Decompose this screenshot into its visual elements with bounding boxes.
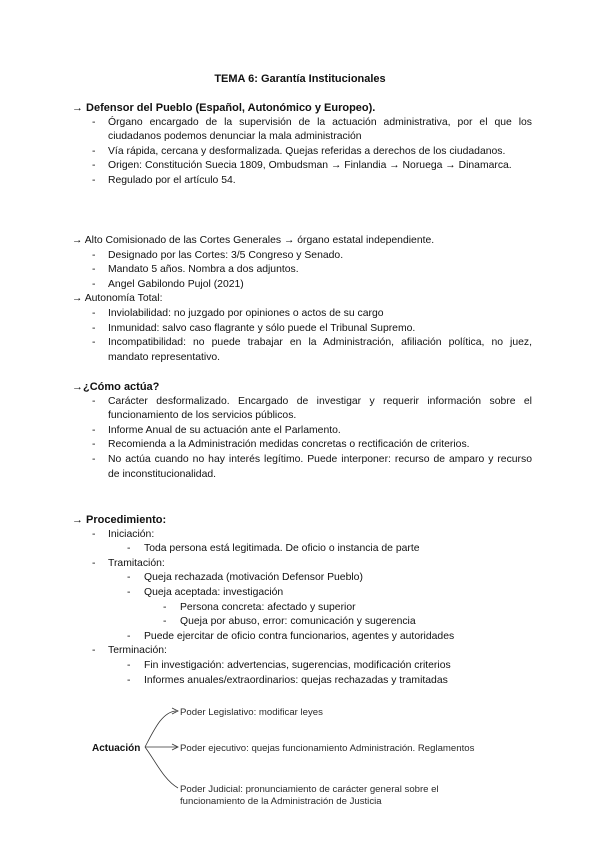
list-item: - Origen: Constitución Suecia 1809, Ombudsman → Finlandia → Noruega → Dinamarca. xyxy=(92,160,512,172)
list-item: - Regulado por el artículo 54. xyxy=(92,174,236,186)
diagram-ejecutivo: Poder ejecutivo: quejas funcionamiento Administración. Reglamentos xyxy=(180,743,475,754)
diagram-center-label: Actuación xyxy=(92,743,141,754)
list-item: - Mandato 5 años. Nombra a dos adjuntos. xyxy=(92,264,299,276)
list-item: - Inviolabilidad: no juzgado por opiniones o actos de su cargo xyxy=(92,307,384,319)
bullet-list xyxy=(72,528,532,689)
diagram-legislativo: Poder Legislativo: modificar leyes xyxy=(180,707,323,718)
list-item: - Recomienda a la Administración medidas concretas o rectificación de criterios. xyxy=(92,439,470,451)
list-item: - Informes anuales/extraordinarios: quejas rechazadas y tramitadas xyxy=(127,674,448,686)
list-item: - Incompatibilidad: no puede trabajar en la Administración, afiliación política, no juez, mandato representativo. xyxy=(92,337,532,363)
list-item: - Queja por abuso, error: comunicación y sugerencia xyxy=(163,616,416,628)
section-heading: →¿Cómo actúa? xyxy=(72,381,160,393)
section-defensor xyxy=(72,101,532,189)
list-item: - Terminación: xyxy=(92,645,167,657)
section-heading: → Autonomía Total: xyxy=(72,293,163,305)
bullet-list xyxy=(72,395,532,483)
list-item: - Queja aceptada: investigación xyxy=(127,586,284,598)
list-item: - Persona concreta: afectado y superior xyxy=(163,601,356,613)
branch-line xyxy=(145,747,178,788)
section-heading: → Procedimiento: xyxy=(72,514,167,526)
branch-line xyxy=(145,711,176,747)
list-item: - Puede ejercitar de oficio contra funcionarios, agentes y autoridades xyxy=(127,630,455,642)
list-item: - Tramitación: xyxy=(92,557,165,569)
diagram-judicial-line2: funcionamiento de la Administración de Justicia xyxy=(180,796,382,807)
list-item: - No actúa cuando no hay interés legítimo. Puede interponer: recurso de amparo y recurso de inconstitucionalidad. xyxy=(92,453,532,480)
list-item: - Inmunidad: salvo caso flagrante y sólo puede el Tribunal Supremo. xyxy=(92,322,416,334)
list-item: - Informe Anual de su actuación ante el Parlamento. xyxy=(92,424,341,436)
list-item: - Carácter desformalizado. Encargado de investigar y requerir información sobre el funcionamiento de los servicios públicos. xyxy=(92,395,532,422)
bullet-list xyxy=(72,249,532,293)
page-title: TEMA 6: Garantía Institucionales xyxy=(214,73,386,85)
section-como-actua xyxy=(72,380,532,482)
list-item: - Vía rápida, cercana y desformalizada. Quejas referidas a derechos de los ciudadanos. xyxy=(92,145,506,157)
list-item: - Angel Gabilondo Pujol (2021) xyxy=(92,278,244,290)
list-item: - Iniciación: xyxy=(92,528,155,540)
section-procedimiento xyxy=(72,513,532,688)
section-heading: → Alto Comisionado de las Cortes Generales → órgano estatal independiente. xyxy=(72,235,435,246)
section-heading: → Defensor del Pueblo (Español, Autonómico y Europeo). xyxy=(72,102,376,114)
bullet-list xyxy=(72,116,532,189)
list-item: - Queja rechazada (motivación Defensor Pueblo) xyxy=(127,572,363,584)
list-item: - Designado por las Cortes: 3/5 Congreso y Senado. xyxy=(92,249,344,261)
bullet-list xyxy=(72,307,532,365)
list-item: - Órgano encargado de la supervisión de la actuación administrativa, por el que los ciudadanos podemos denunciar la mala administración xyxy=(92,116,532,143)
diagram-judicial-line1: Poder Judicial: pronunciamiento de carácter general sobre el xyxy=(180,784,439,795)
section-alto-comisionado xyxy=(72,234,532,365)
actuacion-diagram xyxy=(92,700,512,812)
list-item: - Toda persona está legitimada. De oficio o instancia de parte xyxy=(127,543,420,555)
list-item: - Fin investigación: advertencias, sugerencias, modificación criterios xyxy=(127,659,451,671)
